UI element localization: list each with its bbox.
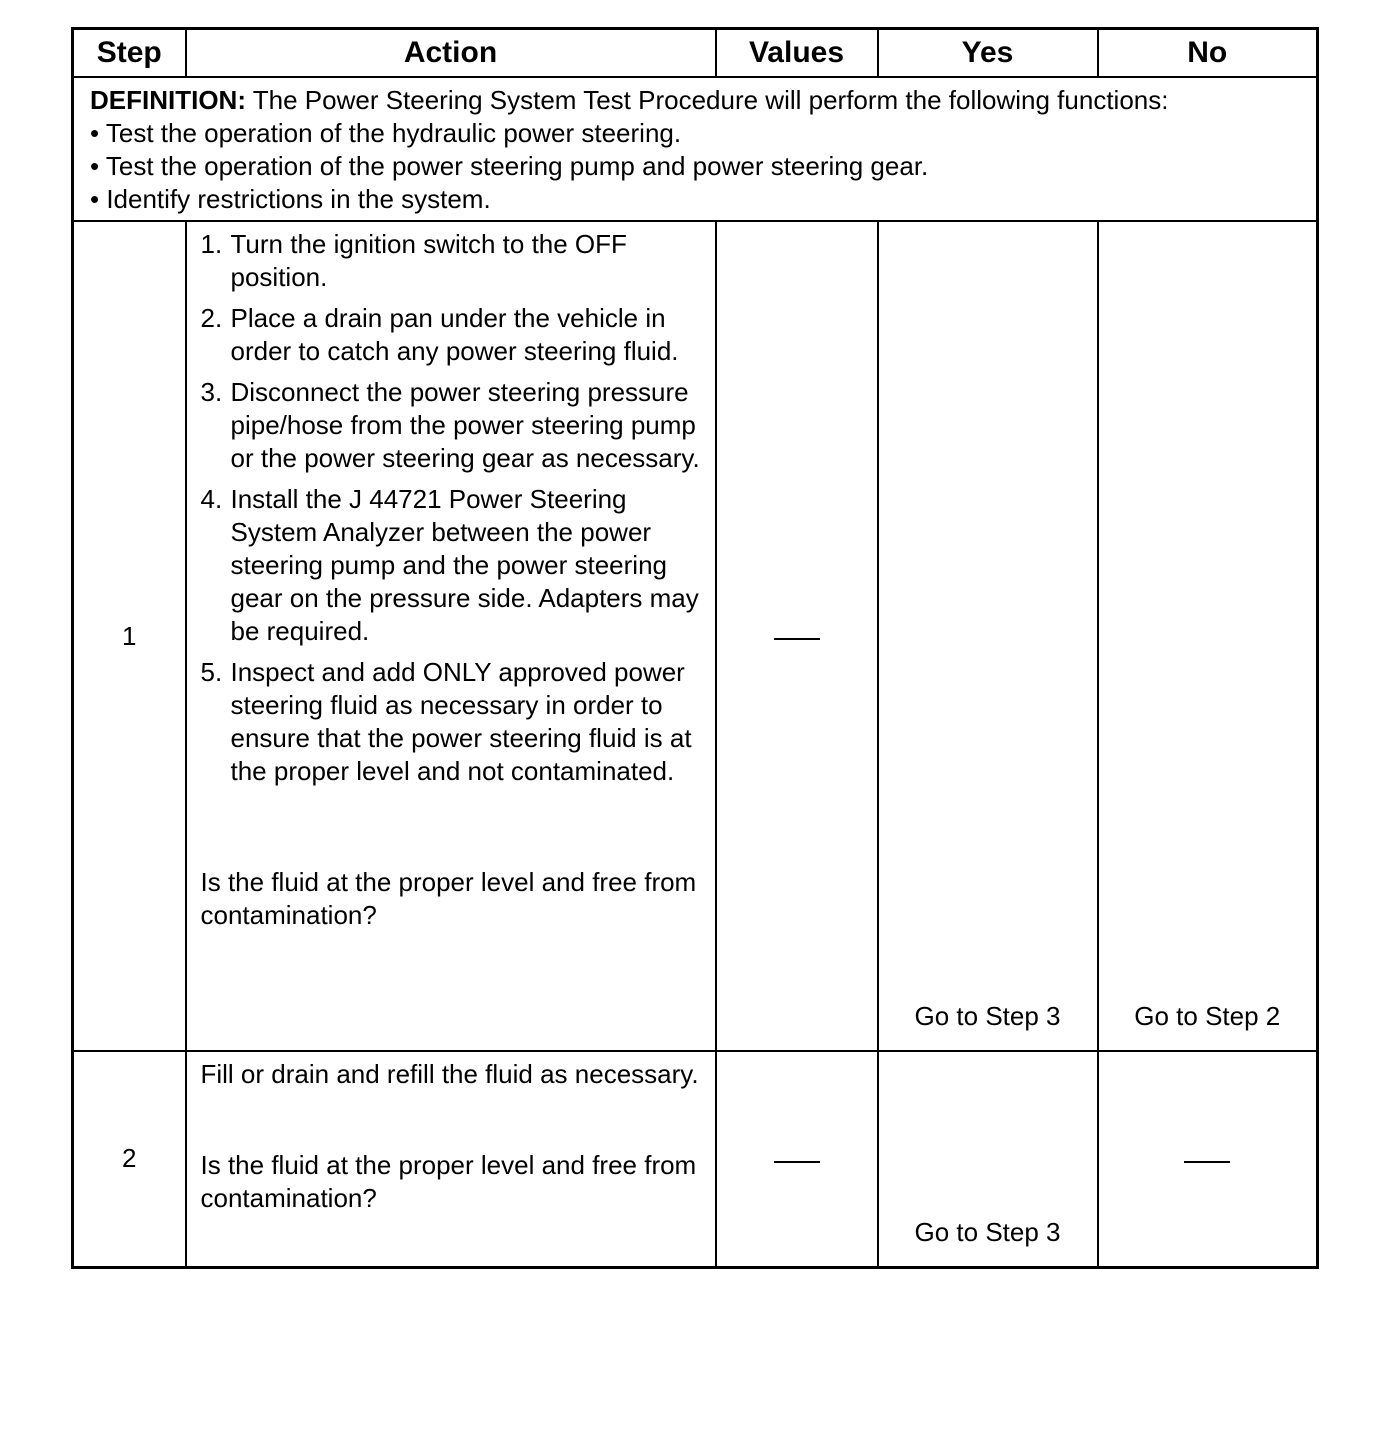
- definition-label: DEFINITION:: [90, 85, 246, 115]
- instruction-text: Fill or drain and refill the fluid as necessary.: [200, 1059, 699, 1089]
- action-text: Turn the ignition switch to the OFF position.: [230, 229, 627, 292]
- values-cell: [716, 221, 878, 1051]
- values-cell: [716, 1051, 878, 1267]
- action-list: [201, 228, 701, 788]
- action-number: 5.: [200, 657, 223, 687]
- empty-value-dash: [774, 1161, 820, 1163]
- header-yes: Yes: [878, 29, 1098, 78]
- action-item: [201, 302, 701, 368]
- action-number: 2.: [200, 303, 223, 333]
- empty-value-dash: [1184, 1161, 1230, 1163]
- step-row-2: [73, 1051, 1318, 1267]
- action-text: Install the J 44721 Power Steering System Analyzer between the power steering pump and the power steering gear on the pressure side. Adapters may be required.: [230, 484, 699, 646]
- definition-bullet: • Test the operation of the power steering pump and power steering gear.: [90, 150, 1300, 183]
- action-text: Disconnect the power steering pressure pipe/hose from the power steering pump or the power steering gear as necessary.: [230, 377, 700, 473]
- definition-row: [73, 77, 1318, 221]
- header-step: Step: [73, 29, 186, 78]
- action-number: 1.: [200, 229, 223, 259]
- procedure-table: [71, 27, 1319, 1269]
- question-text: Is the fluid at the proper level and free from contamination?: [200, 867, 697, 930]
- no-cell: Go to Step 2: [1098, 221, 1318, 1051]
- action-item: [201, 228, 701, 294]
- question-text: Is the fluid at the proper level and free from contamination?: [200, 1150, 697, 1213]
- action-item: [201, 656, 701, 788]
- header-row: [73, 29, 1318, 78]
- definition-bullets: [90, 117, 1300, 216]
- action-cell: [186, 1051, 716, 1267]
- action-number: 3.: [200, 377, 223, 407]
- no-cell: [1098, 1051, 1318, 1267]
- definition-bullet: • Test the operation of the hydraulic power steering.: [90, 117, 1300, 150]
- action-item: [201, 483, 701, 648]
- header-values: Values: [716, 29, 878, 78]
- action-text: Place a drain pan under the vehicle in order to catch any power steering fluid.: [230, 303, 679, 366]
- definition-text: The Power Steering System Test Procedure will perform the following functions:: [246, 85, 1169, 115]
- action-cell: [186, 221, 716, 1051]
- definition-cell: [73, 77, 1318, 221]
- action-item: [201, 376, 701, 475]
- action-text: Inspect and add ONLY approved power steering fluid as necessary in order to ensure that the power steering fluid is at the proper level and not contaminated.: [230, 657, 692, 786]
- header-no: No: [1098, 29, 1318, 78]
- empty-value-dash: [774, 638, 820, 640]
- header-action: Action: [186, 29, 716, 78]
- yes-cell: Go to Step 3: [878, 221, 1098, 1051]
- yes-cell: Go to Step 3: [878, 1051, 1098, 1267]
- definition-intro: [90, 84, 1300, 117]
- definition-bullet: • Identify restrictions in the system.: [90, 183, 1300, 216]
- step-row-1: [73, 221, 1318, 1051]
- step-number: 2: [73, 1051, 186, 1267]
- step-number: 1: [73, 221, 186, 1051]
- action-number: 4.: [200, 484, 223, 514]
